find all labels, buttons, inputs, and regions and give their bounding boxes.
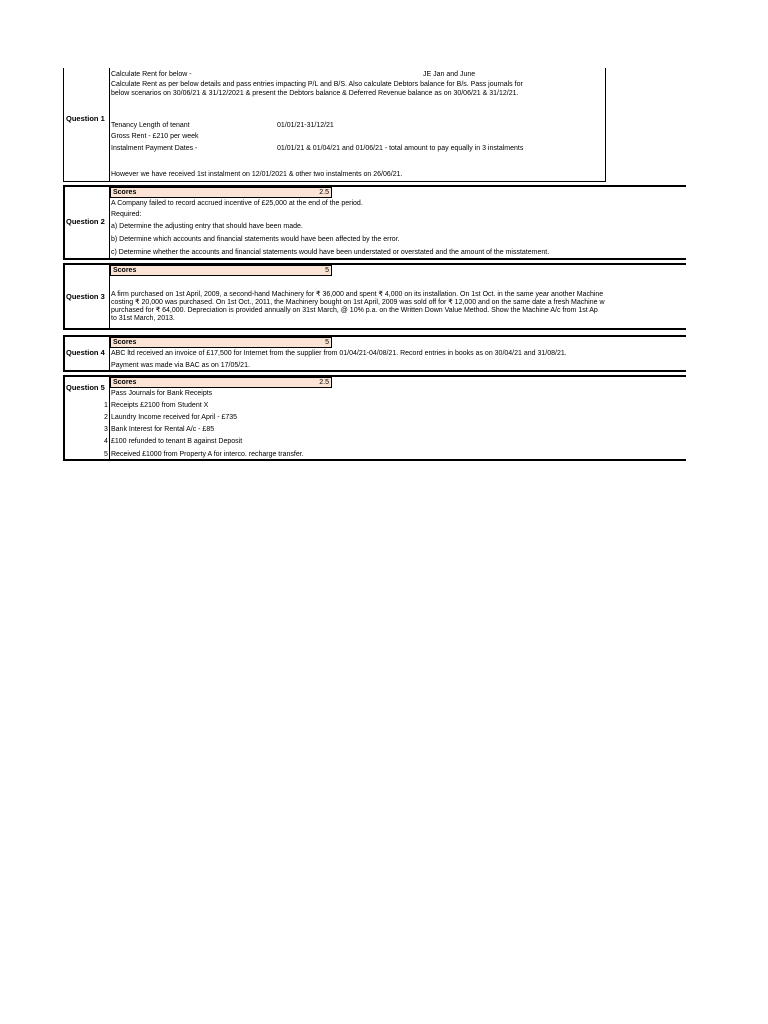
question-1-label: Question 1 [66,114,105,123]
q3-line-3: purchased for ₹ 64,000. Depreciation is provided annually on 31st March, @ 10% p.a. on the Written Down Value Method. Show the Machine A/c from 1st Ap [111,307,598,314]
q3-left-border [63,263,65,330]
q5-item-number: 3 [104,426,108,433]
q3-scores-label: Scores [113,267,137,274]
q5-scores-box [110,377,332,388]
q2-line-3: a) Determine the adjusting entry that should have been made. [111,223,303,230]
q2-scores-label: Scores [113,189,137,196]
q1-tenancy-value: 01/01/21-31/12/21 [277,122,334,129]
question-3-label: Question 3 [66,292,105,301]
q1-line-1-note: JE Jan and June [423,71,476,78]
q4-scores-label: Scores [113,339,137,346]
q1-line-2: Calculate Rent as per below details and pass entries impacting P/L and B/S. Also calculate Debtors balance for B/s. Pass journals for [111,81,523,88]
q5-bottom-border [63,459,686,461]
q4-left-border [63,335,65,372]
q1-line-3: below scenarios on 30/06/21 & 31/12/2021 & present the Debtors balance & Deferred Revenue balance as on 30/06/21 & 31/12/21. [111,90,519,97]
question-5-label: Question 5 [66,383,105,392]
q5-item-text: Received £1000 from Property A for interco. recharge transfer. [111,451,304,458]
q5-item-number: 5 [104,451,108,458]
q3-scores-box [110,265,332,276]
q1-bottom-border [63,181,606,182]
q5-item-text: £100 refunded to tenant B against Deposit [111,438,243,445]
question-4-label: Question 4 [66,348,105,357]
q3-line-4: to 31st March, 2013. [111,315,175,322]
q2-scores-box [110,187,332,198]
q4-line-1: ABC ltd received an invoice of £17,500 for Internet from the supplier from 01/04/21-04/08/21. Record entries in books as on 30/04/21 and 31/08/21. [111,350,567,357]
q5-heading: Pass Journals for Bank Receipts [111,390,213,397]
q1-instalment-label: Instalment Payment Dates - [111,145,198,152]
q5-item-text: Receipts £2100 from Student X [111,402,209,409]
q2-line-1: A Company failed to record accrued incentive of £25,000 at the end of the period. [111,200,363,207]
q5-score-value: 2.5 [319,379,329,386]
q5-item-number: 4 [104,438,108,445]
q3-score-value: 5 [325,267,329,274]
q5-item-text: Bank Interest for Rental A/c - £85 [111,426,215,433]
q5-item-text: Laundry Income received for April - £735 [111,414,238,421]
q5-left-border [63,375,65,461]
q2-bottom-border [63,258,686,260]
question-2-label: Question 2 [66,217,105,226]
q5-scores-label: Scores [113,379,137,386]
q4-score-value: 5 [325,339,329,346]
q1-gross-rent: Gross Rent - £210 per week [111,133,199,140]
q2-line-5: c) Determine whether the accounts and financial statements would have been understated or overstated and the amount of the misstatement. [111,249,550,256]
q3-line-2: costing ₹ 20,000 was purchased. On 1st Oct., 2011, the Machinery bought on 1st April, 2009 was sold off for ₹ 12,000 and on the same date a fresh Machine w [111,299,605,306]
q4-bottom-border [63,370,686,372]
q1-tenancy-label: Tenancy Length of tenant [111,122,190,129]
q3-line-1: A firm purchased on 1st April, 2009, a second-hand Machinery for ₹ 36,000 and spent ₹ 4,000 on its installation. On 1st Oct. in the same year another Machine [111,291,604,298]
q3-text [111,290,686,328]
q1-line-1: Calculate Rent for below - [111,71,192,78]
q1-received: However we have received 1st instalment on 12/01/2021 & other two instalments on 26/06/21. [111,171,403,178]
q4-scores-box [110,337,332,348]
q4-line-2: Payment was made via BAC as on 17/05/21. [111,362,250,369]
q1-inner-border [109,68,110,182]
q2-left-border [63,185,65,260]
q2-line-4: b) Determine which accounts and financial statements would have been affected by the error. [111,236,400,243]
q5-item-number: 2 [104,414,108,421]
q3-bottom-border [63,328,686,330]
q1-instalment-value: 01/01/21 & 01/04/21 and 01/06/21 - total amount to pay equally in 3 instalments [277,145,524,152]
q1-left-border [63,68,64,182]
q5-item-number: 1 [104,402,108,409]
q1-right-border [605,68,606,182]
q2-score-value: 2.5 [319,189,329,196]
q2-line-2: Required: [111,211,142,218]
